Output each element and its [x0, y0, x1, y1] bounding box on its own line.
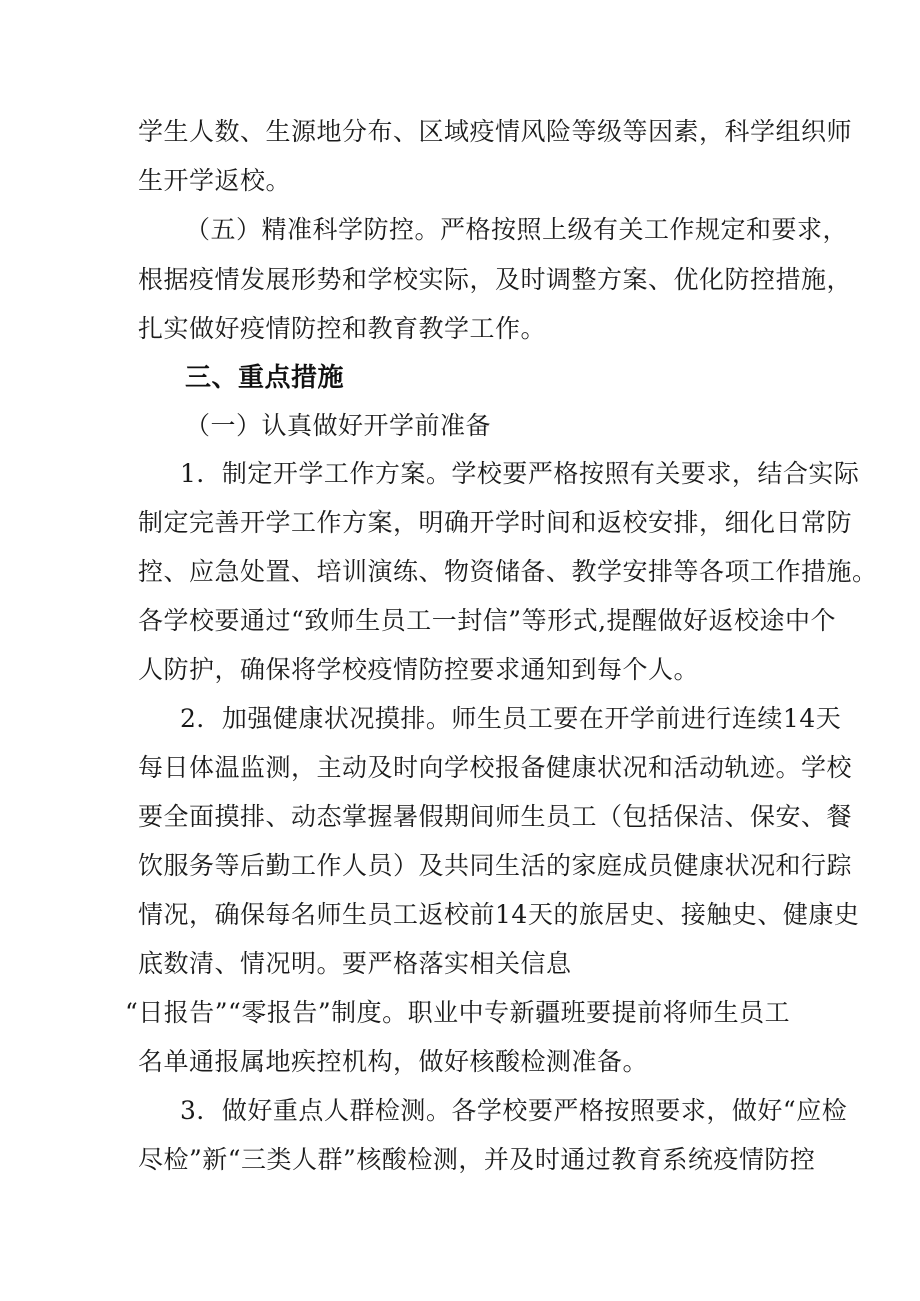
text-line: 3．做好重点人群检测。各学校要严格按照要求，做好“应检 [180, 1096, 848, 1125]
text-line: 每日体温监测，主动及时向学校报备健康状况和活动轨迹。学校 [138, 753, 853, 782]
text-line: 要全面摸排、动态掌握暑假期间师生员工（包括保洁、保安、餐 [138, 802, 853, 831]
text-line: 饮服务等后勤工作人员）及共同生活的家庭成员健康状况和行踪 [138, 851, 853, 880]
text-line: 人防护，确保将学校疫情防控要求通知到每个人。 [138, 655, 700, 684]
text-line: 根据疫情发展形势和学校实际，及时调整方案、优化防控措施， [138, 265, 853, 294]
text-line: 2．加强健康状况摸排。师生员工要在开学前进行连续14天 [180, 704, 842, 733]
section-heading: 三、重点措施 [185, 363, 345, 393]
text-line: 扎实做好疫情防控和教育教学工作。 [138, 314, 547, 343]
text-line: 制定完善开学工作方案，明确开学时间和返校安排，细化日常防 [138, 508, 853, 537]
text-line: 各学校要通过“致师生员工一封信”等形式,提醒做好返校途中个 [138, 606, 837, 635]
text-line: 情况，确保每名师生员工返校前14天的旅居史、接触史、健康史 [138, 900, 860, 929]
text-line: 尽检”新“三类人群”核酸检测，并及时通过教育系统疫情防控 [138, 1145, 816, 1174]
subsection-heading: （一）认真做好开学前准备 [185, 411, 492, 440]
text-line: 生开学返校。 [138, 166, 292, 195]
text-line: “日报告”“零报告”制度。职业中专新疆班要提前将师生员工 [125, 998, 791, 1027]
text-line: 控、应急处置、培训演练、物资储备、教学安排等各项工作措施。 [138, 557, 878, 586]
text-line: 名单通报属地疾控机构，做好核酸检测准备。 [138, 1047, 649, 1076]
text-line: （五）精准科学防控。严格按照上级有关工作规定和要求， [185, 215, 849, 244]
text-line: 底数清、情况明。要严格落实相关信息 [138, 949, 572, 978]
text-line: 1．制定开学工作方案。学校要严格按照有关要求，结合实际 [180, 459, 860, 488]
text-line: 学生人数、生源地分布、区域疫情风险等级等因素，科学组织师 [138, 117, 853, 146]
